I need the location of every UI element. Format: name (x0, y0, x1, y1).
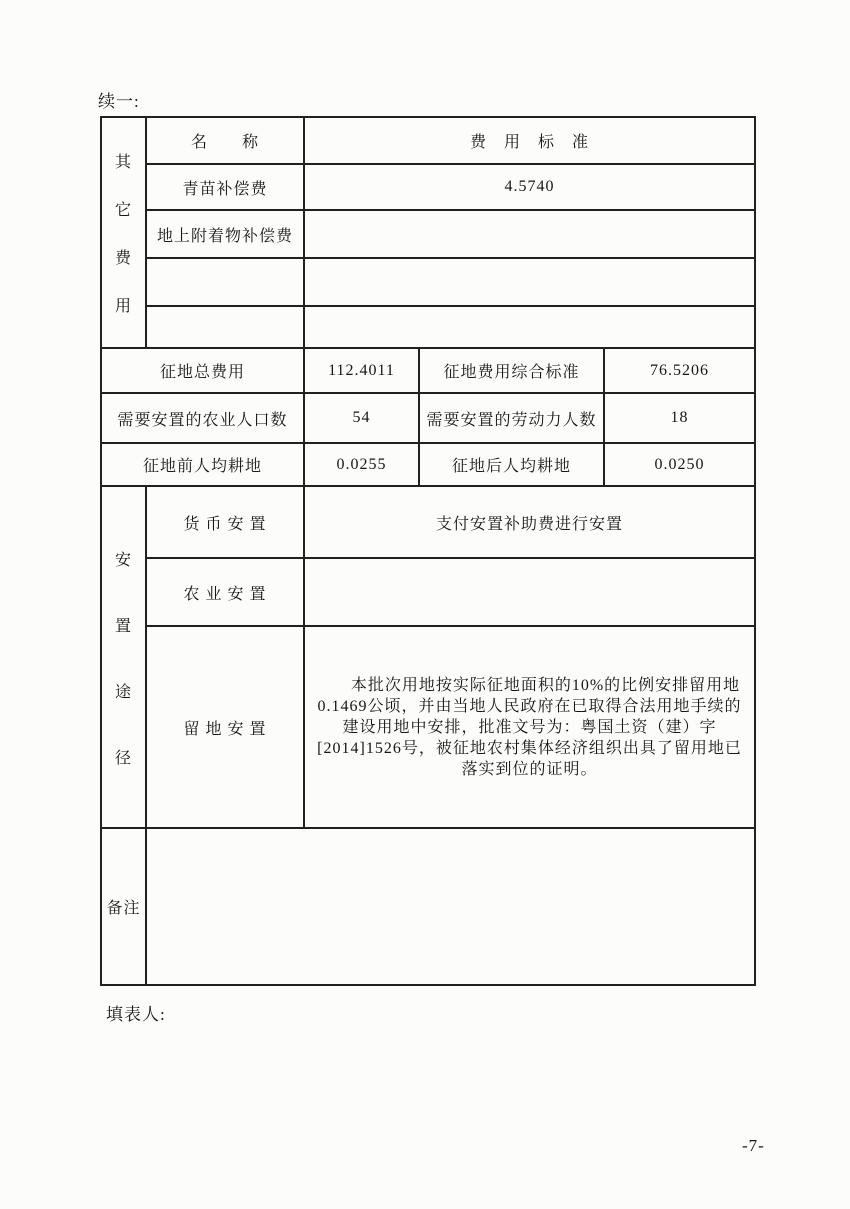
continuation-label: 续一: (98, 92, 140, 111)
per-capita-before-value: 0.0255 (304, 443, 419, 486)
per-capita-before-label: 征地前人均耕地 (101, 443, 304, 486)
fee-name-empty-2 (146, 306, 304, 348)
monetary-resettlement-content: 支付安置补助费进行安置 (304, 486, 755, 558)
header-row (101, 117, 755, 164)
fee-row-empty-1 (101, 258, 755, 306)
resettlement-vertical-label (102, 547, 145, 768)
fee-value-ground-attachments (304, 210, 755, 258)
resettlement-char-4: 径 (114, 749, 132, 767)
total-cost-value: 112.4011 (304, 348, 419, 393)
section-label-other-fees (101, 117, 146, 348)
land-retention-content (304, 626, 755, 828)
per-capita-after-label: 征地后人均耕地 (419, 443, 604, 486)
resettlement-row-monetary (101, 486, 755, 558)
fee-value-empty-1 (304, 258, 755, 306)
header-standard-cell: 费 用 标 准 (304, 117, 755, 164)
land-retention-line-4: [2014]1526号，被征地农村集体经济组织出具了留用地已 (317, 739, 742, 757)
fee-value-empty-2 (304, 306, 755, 348)
agricultural-population-value: 54 (304, 393, 419, 443)
agricultural-population-label: 需要安置的农业人口数 (101, 393, 304, 443)
page-number: -7- (742, 1136, 765, 1155)
fee-name-young-crops: 青苗补偿费 (146, 164, 304, 210)
land-compensation-table (100, 116, 756, 986)
summary-row-per-capita (101, 443, 755, 486)
remarks-content (146, 828, 755, 985)
section-label-resettlement (101, 486, 146, 828)
per-capita-after-value: 0.0250 (604, 443, 755, 486)
remarks-label: 备注 (101, 828, 146, 985)
agricultural-resettlement-label: 农 业 安 置 (146, 558, 304, 626)
other-fees-char-1: 其 (114, 154, 132, 171)
summary-row-total-cost (101, 348, 755, 393)
land-retention-line-5: 落实到位的证明。 (461, 760, 598, 778)
form-filler-label: 填表人: (106, 1005, 166, 1024)
comprehensive-standard-label: 征地费用综合标准 (419, 348, 604, 393)
resettlement-row-land-retention (101, 626, 755, 828)
resettlement-char-3: 途 (114, 683, 132, 701)
fee-row-ground-attachments (101, 210, 755, 258)
monetary-resettlement-label: 货 币 安 置 (146, 486, 304, 558)
labor-count-label: 需要安置的劳动力人数 (419, 393, 604, 443)
summary-row-population (101, 393, 755, 443)
resettlement-char-1: 安 (114, 551, 132, 569)
fee-name-empty-1 (146, 258, 304, 306)
agricultural-resettlement-content (304, 558, 755, 626)
other-fees-char-4: 用 (114, 298, 132, 315)
comprehensive-standard-value: 76.5206 (604, 348, 755, 393)
land-retention-line-2: 0.1469公顷，并由当地人民政府在已取得合法用地手续的 (317, 697, 742, 715)
header-name-cell: 名 称 (146, 117, 304, 164)
land-retention-label: 留 地 安 置 (146, 626, 304, 828)
fee-row-empty-2 (101, 306, 755, 348)
other-fees-vertical-label (102, 149, 145, 316)
resettlement-char-2: 置 (114, 617, 132, 635)
labor-count-value: 18 (604, 393, 755, 443)
fee-row-young-crops (101, 164, 755, 210)
land-retention-line-1: 本批次用地按实际征地面积的10%的比例安排留用地 (350, 676, 741, 694)
other-fees-char-2: 它 (114, 202, 132, 219)
fee-value-young-crops: 4.5740 (304, 164, 755, 210)
land-retention-line-3: 建设用地中安排，批准文号为：粤国土资（建）字 (342, 718, 717, 736)
fee-name-ground-attachments: 地上附着物补偿费 (146, 210, 304, 258)
total-cost-label: 征地总费用 (101, 348, 304, 393)
resettlement-row-agricultural (101, 558, 755, 626)
other-fees-char-3: 费 (114, 250, 132, 267)
remarks-row (101, 828, 755, 985)
